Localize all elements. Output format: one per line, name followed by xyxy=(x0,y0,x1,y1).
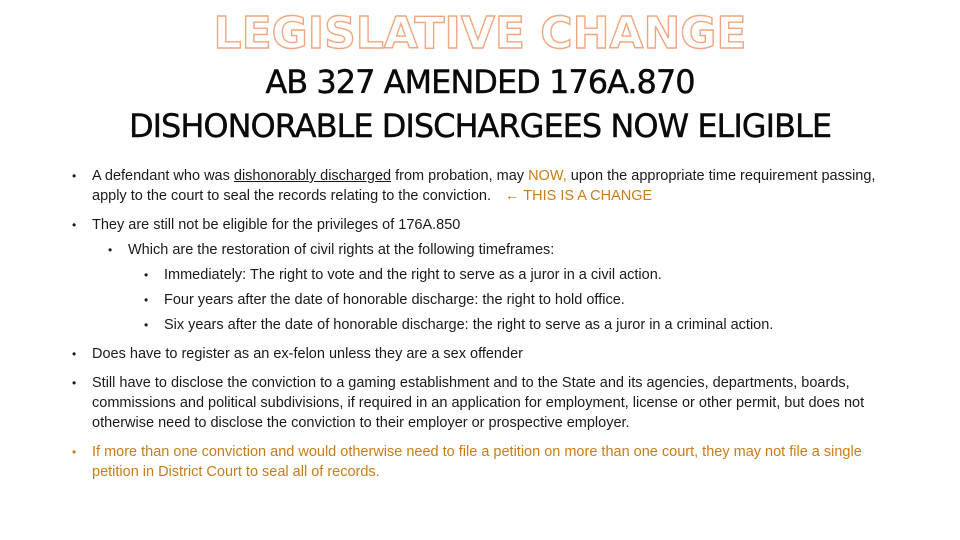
bullet-register xyxy=(72,344,892,364)
change-arrow-icon: ← xyxy=(505,188,520,204)
subtitle-line-1: AB 327 AMENDED 176A.870 xyxy=(265,63,695,101)
page-title: LEGISLATIVE CHANGE xyxy=(213,8,747,59)
text: Which are the restoration of civil rights at the following timeframes: xyxy=(128,242,555,258)
sub-bullet-restoration xyxy=(108,240,892,260)
bullet-disclose xyxy=(72,373,892,433)
sub-sub-bullet-item xyxy=(144,265,892,285)
bullet-marker: • xyxy=(108,243,113,257)
bullet-marker: • xyxy=(144,318,149,332)
bullet-multiple-convictions xyxy=(72,442,892,482)
text: Immediately: The right to vote and the right to serve as a juror in a civil action. xyxy=(164,267,662,283)
highlight-now: NOW, xyxy=(528,168,567,184)
text: Six years after the date of honorable discharge: the right to serve as a juror in a criminal action. xyxy=(164,317,774,333)
bullet-marker: • xyxy=(72,376,77,390)
bullet-marker: • xyxy=(144,268,149,282)
bullet-marker: • xyxy=(72,347,77,361)
subtitle-line-2: DISHONORABLE DISCHARGEES NOW ELIGIBLE xyxy=(128,107,832,145)
text: Still have to disclose the conviction to a gaming establishment and to the State and its agencies, departments, boards, commissions and political subdivisions, if required in an application for employment, license or other permit, but does not otherwise need to disclose the conviction to their employer or prospective employer. xyxy=(92,375,865,431)
bullet-eligibility-change xyxy=(72,166,892,206)
bullet-not-eligible xyxy=(72,215,892,235)
change-note: THIS IS A CHANGE xyxy=(523,188,653,204)
text: upon the appropriate time requirement passing, apply to the court to seal the records relating to the conviction. xyxy=(92,168,876,204)
bullet-list xyxy=(72,166,892,491)
page-subtitle xyxy=(0,60,960,148)
text: If more than one conviction and would otherwise need to file a petition on more than one court, they may not file a single petition in District Court to seal all of records. xyxy=(92,444,862,480)
text: A defendant who was xyxy=(92,168,234,184)
sub-sub-bullet-item xyxy=(144,315,892,335)
bullet-marker: • xyxy=(72,169,77,183)
sub-sub-bullet-item xyxy=(144,290,892,310)
text: Four years after the date of honorable discharge: the right to hold office. xyxy=(164,292,625,308)
text: from probation, may xyxy=(391,168,529,184)
bullet-marker: • xyxy=(72,218,77,232)
bullet-marker: • xyxy=(144,293,149,307)
bullet-marker: • xyxy=(72,445,77,459)
text: Does have to register as an ex-felon unless they are a sex offender xyxy=(92,346,523,362)
text: They are still not be eligible for the privileges of 176A.850 xyxy=(92,217,461,233)
underlined-text: dishonorably discharged xyxy=(233,168,392,184)
